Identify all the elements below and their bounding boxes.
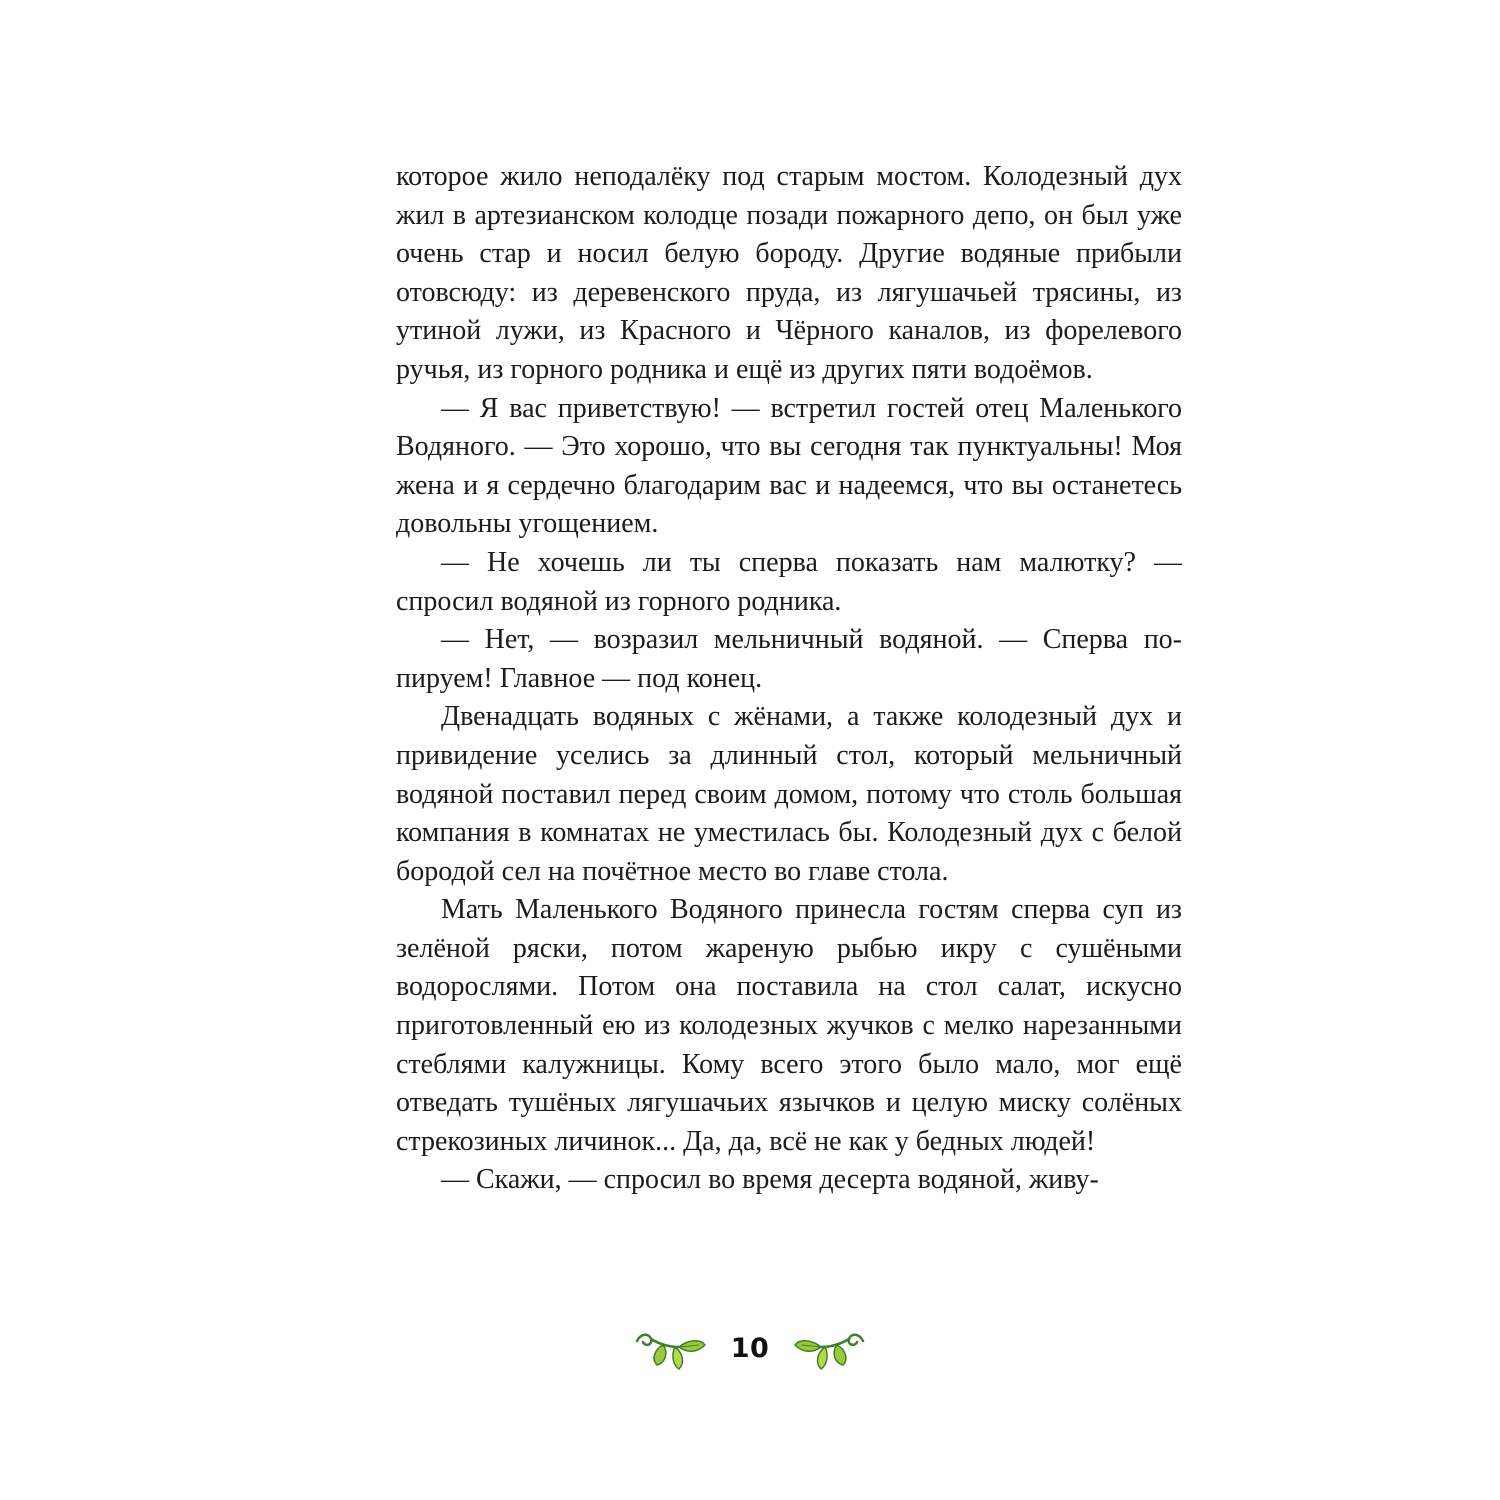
paragraph-6: Мать Маленького Водяного принесла гостям сперва суп из зелёной ряски, потом жареную рыбью икру с сушёными водорослями. Потом она поставила на стол салат, искусно приготовленный ею из колодезных жучков с мелко нарезанными стеблями калужницы. Кому всего этого было мало, мог ещё отведать тушёных лягушачьих язычков и целую миску солёных стрекозиных личинок... Да, да, всё не как у бедных людей! <box>396 894 1182 1157</box>
page-number: 10 <box>730 1332 770 1364</box>
page-body-text <box>396 158 1182 1200</box>
left-leaf-ornament-icon <box>633 1323 713 1373</box>
paragraph-1: которое жило неподалёку под старым мостом. Колодезный дух жил в артезианском колодце позади пожарного депо, он был уже очень стар и носил белую бороду. Другие водяные прибыли отовсюду: из деревенского пруда, из лягушачьей трясины, из утиной лужи, из Красного и Чёрного каналов, из форелевого ручья, из горного родника и ещё из других пяти водоёмов. <box>396 161 1182 385</box>
paragraph-2: — Я вас приветствую! — встретил гостей отец Маленького Водяного. — Это хорошо, что вы сегодня так пунктуальны! Моя жена и я сердечно благодарим вас и надеемся, что вы останетесь довольны угощением. <box>396 392 1182 540</box>
right-leaf-ornament-icon <box>787 1323 867 1373</box>
paragraph-4: — Нет, — возразил мельничный водяной. — Сперва попируем! Главное — под конец. <box>396 624 1182 694</box>
page-footer <box>0 1318 1500 1378</box>
paragraph-5: Двенадцать водяных с жёнами, а также колодезный дух и привидение уселись за длинный стол, который мельничный водяной поставил перед своим домом, потому что столь большая компания в комнатах не уместилась бы. Колодезный дух с белой бородой сел на почётное место во главе стола. <box>396 701 1182 887</box>
paragraph-3: — Не хочешь ли ты сперва показать нам малютку? — спросил водяной из горного родника. <box>396 546 1182 617</box>
paragraph-7: — Скажи, — спросил во время десерта водяной, живу- <box>441 1164 1099 1196</box>
